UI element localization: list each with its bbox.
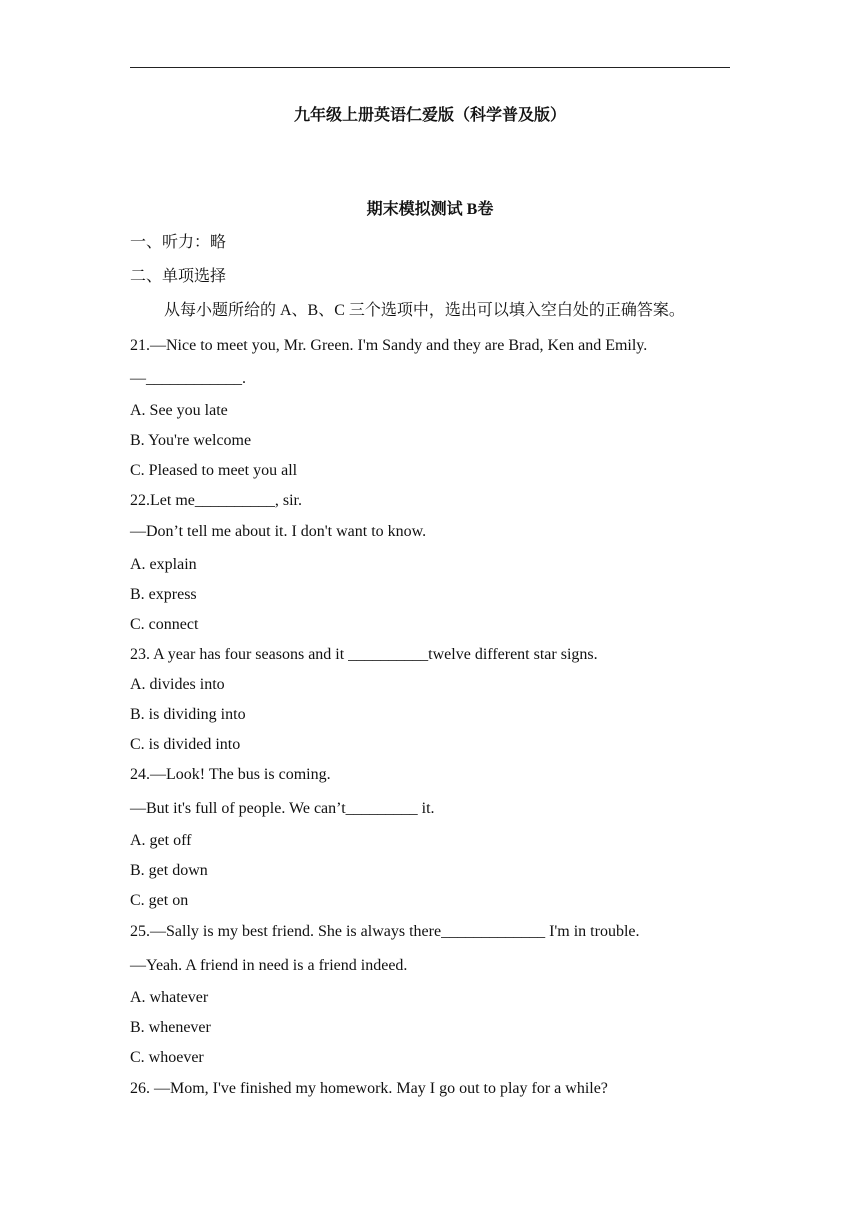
question-23-stem: 23. A year has four seasons and it __________twelve different star signs. [130,646,598,663]
question-24-option-b: B. get down [130,862,208,879]
question-25-response: —Yeah. A friend in need is a friend indeed. [130,957,408,974]
question-22-option-c: C. connect [130,616,199,633]
question-26-stem: 26. —Mom, I've finished my homework. May I go out to play for a while? [130,1080,608,1097]
question-21-option-a: A. See you late [130,402,228,419]
question-21-stem: 21.—Nice to meet you, Mr. Green. I'm Sandy and they are Brad, Ken and Emily. [130,337,648,354]
question-22-option-a: A. explain [130,556,197,573]
question-22-response: —Don’t tell me about it. I don't want to know. [130,523,427,540]
question-24-option-a: A. get off [130,832,192,849]
question-21-response: —____________. [130,370,246,387]
question-21-option-c: C. Pleased to meet you all [130,462,298,479]
section-instruction: 从每小题所给的 A、B、C 三个选项中，选出可以填入空白处的正确答案。 [164,302,685,319]
section-single-choice: 二、单项选择 [130,268,227,285]
question-23-option-c: C. is divided into [130,736,241,753]
question-22-stem: 22.Let me__________, sir. [130,492,302,509]
question-25-option-a: A. whatever [130,989,209,1006]
document-title: 九年级上册英语仁爱版（科学普及版） [293,107,566,124]
question-21-option-b: B. You're welcome [130,432,252,449]
question-22-option-b: B. express [130,586,197,603]
question-23-option-a: A. divides into [130,676,225,693]
question-23-option-b: B. is dividing into [130,706,246,723]
question-24-stem: 24.—Look! The bus is coming. [130,766,331,783]
exam-subtitle: 期末模拟测试 B卷 [366,201,494,218]
question-24-response: —But it's full of people. We can’t_________ it. [130,800,435,817]
header-rule [130,67,730,68]
question-25-option-b: B. whenever [130,1019,211,1036]
question-25-option-c: C. whoever [130,1049,204,1066]
question-25-stem: 25.—Sally is my best friend. She is always there_____________ I'm in trouble. [130,923,640,940]
section-listening: 一、听力：略 [130,234,227,251]
question-24-option-c: C. get on [130,892,189,909]
